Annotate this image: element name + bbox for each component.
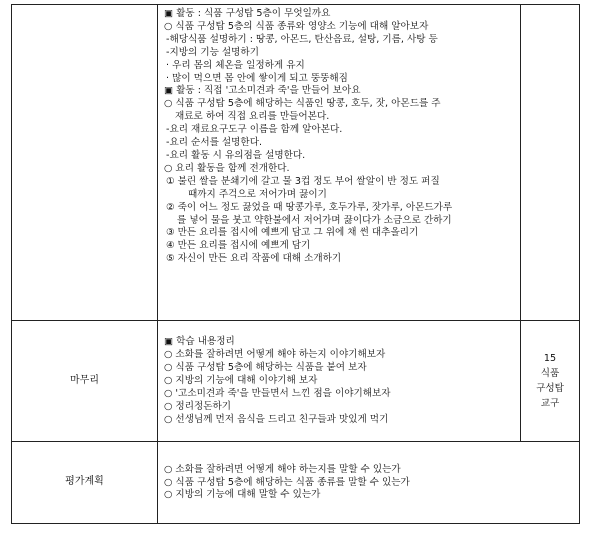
lesson-plan-table [11, 4, 580, 524]
evaluation-lines [164, 464, 573, 503]
row1-line: ▣ 활동 : 직접 '고소미견과 죽'을 만들어 보아요 [164, 85, 361, 97]
activity-resource-cell [521, 5, 580, 321]
wrapup-lines [164, 336, 514, 426]
row1-line: ▣ 활동 : 식품 구성탑 5층이 무엇일까요 [164, 8, 331, 19]
row1-line: ① 불린 쌀을 분쇄기에 갈고 물 3컵 정도 부어 쌀알이 반 정도 퍼질 [166, 175, 440, 187]
row1-line: ○ 식품 구성탑 5층에 해당하는 식품인 땅콩, 호두, 잣, 아몬드를 주 [164, 98, 441, 110]
activity-row [12, 5, 580, 321]
row1-line: ④ 만든 요리를 접시에 예쁘게 담기 [166, 240, 311, 252]
row1-line: 를 넣어 물을 붓고 약한불에서 저어가며 끓이다가 소금으로 간하기 [177, 214, 452, 226]
row1-line: · 많이 먹으면 몸 안에 쌓이게 되고 뚱뚱해짐 [166, 72, 348, 84]
row1-line: -요리 순서를 설명한다. [166, 137, 263, 149]
evaluation-content-cell [158, 442, 580, 524]
row1-line: -해당식품 설명하기 : 땅콩, 아몬드, 탄산음료, 설탕, 기름, 사탕 등 [166, 33, 438, 45]
resource-item-1: 식품 [540, 368, 560, 379]
row1-line: · 우리 몸의 체온을 일정하게 유지 [166, 59, 305, 71]
activity-content-cell [158, 5, 521, 321]
row1-line: -요리 활동 시 유의점을 설명한다. [166, 149, 306, 161]
evaluation-row [12, 442, 580, 524]
activity-label-cell [12, 5, 158, 321]
row1-line: ② 죽이 어느 정도 끓었을 때 땅콩가루, 호두가루, 잣가루, 아몬드가루 [166, 201, 453, 213]
row1-line: -지방의 기능 설명하기 [166, 46, 259, 58]
wrapup-label: 마무리 [12, 321, 158, 442]
row1-line: 재료로 하여 직접 요리를 만들어본다. [175, 111, 330, 123]
row1-line: ○ 요리 활동을 함께 전개한다. [164, 162, 290, 174]
row1-line: -요리 재료요구도구 이름을 함께 알아본다. [166, 124, 343, 136]
row2-line: ○ 식품 구성탑 5층에 해당하는 식품을 붙여 보자 [164, 362, 367, 374]
row2-line: ○ 지방의 기능에 대해 이야기해 보자 [164, 375, 318, 387]
row3-line: ○ 지방의 기능에 대해 말할 수 있는가 [164, 489, 321, 501]
row2-line: ▣ 학습 내용정리 [164, 336, 235, 348]
row1-line: ○ 식품 구성탑 5층의 식품 종류와 영양소 기능에 대해 알아보자 [164, 20, 429, 32]
row3-line: ○ 식품 구성탑 5층에 해당하는 식품 종류를 말할 수 있는가 [164, 476, 410, 488]
wrapup-row [12, 321, 580, 442]
resource-time: 15 [543, 353, 557, 364]
wrapup-content-cell [158, 321, 521, 442]
row2-line: ○ 선생님께 먼저 음식을 드리고 친구들과 맛있게 먹기 [164, 413, 389, 425]
evaluation-label: 평가계획 [12, 442, 158, 524]
row2-line: ○ '고소미견과 죽'을 만들면서 느낀 점을 이야기해보자 [164, 387, 391, 399]
row2-line: ○ 정리정돈하기 [164, 400, 232, 412]
wrapup-resource-cell [521, 321, 580, 442]
row1-line: ⑤ 자신이 만든 요리 작품에 대해 소개하기 [166, 253, 342, 265]
row1-line: ③ 만든 요리를 접시에 예쁘게 담고 그 위에 채 썬 대추올리기 [166, 227, 419, 239]
row1-line: 때까지 주걱으로 저어가며 끓이기 [188, 188, 327, 200]
row3-line: ○ 소화를 잘하려면 어떻게 해야 하는지를 말할 수 있는가 [164, 463, 401, 475]
resource-item-3: 교구 [540, 398, 560, 409]
row2-line: ○ 소화를 잘하려면 어떻게 해야 하는지 이야기해보자 [164, 349, 386, 361]
activity-lines [164, 8, 514, 266]
resource-item-2: 구성탑 [536, 383, 564, 394]
